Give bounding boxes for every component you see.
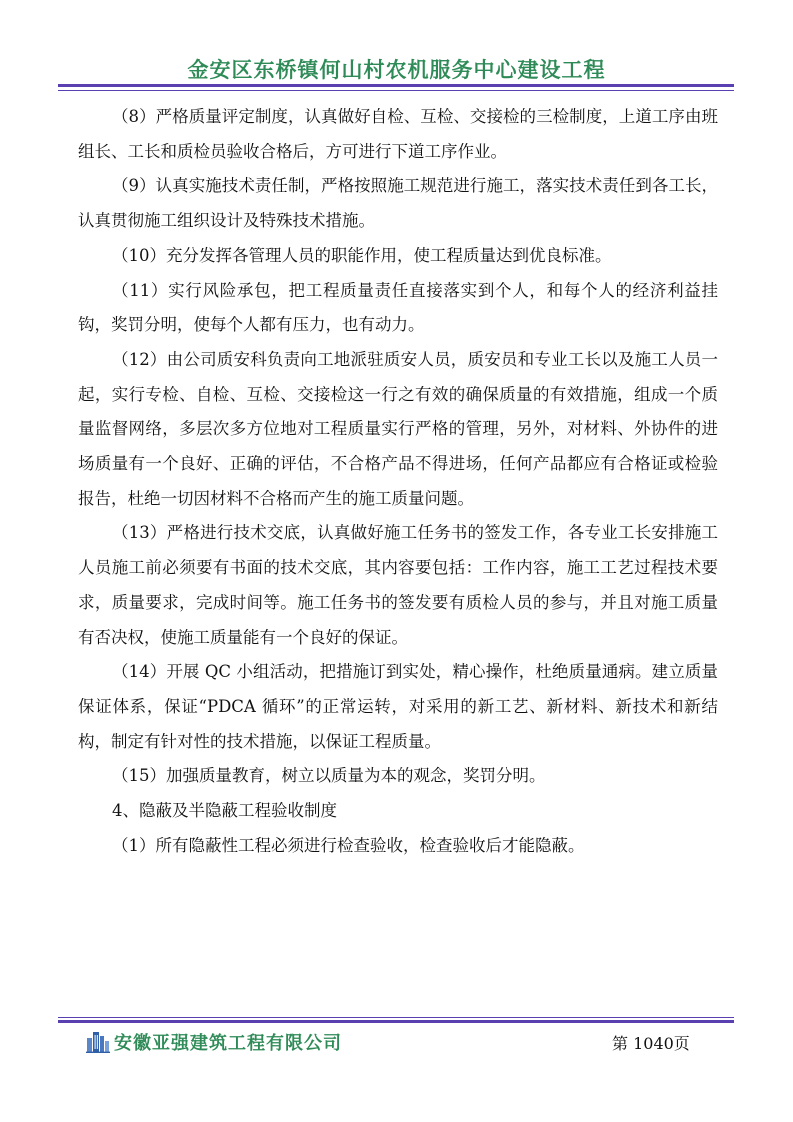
paragraph: （8）严格质量评定制度，认真做好自检、互检、交接检的三检制度，上道工序由班组长、工长和质检员验收合格后，方可进行下道工序作业。 xyxy=(78,107,718,161)
section-heading: 4、隐蔽及半隐蔽工程验收制度 xyxy=(112,801,337,821)
footer-company-name: 安徽亚强建筑工程有限公司 xyxy=(114,1033,342,1054)
paragraph: （15）加强质量教育，树立以质量为本的观念，奖罚分明。 xyxy=(112,766,546,786)
company-building-logo-icon xyxy=(86,1029,110,1053)
footer-rule-thick xyxy=(58,1020,734,1023)
paragraph: （14）开展 QC 小组活动，把措施订到实处，精心操作，杜绝质量通病。建立质量保证体系，保证“PDCA 循环”的正常运转，对采用的新工艺、新材料、新技术和新结构，制定有针对性的技术措施，以保证工程质量。 xyxy=(78,662,718,751)
document-body xyxy=(78,100,718,863)
header-rule-thin xyxy=(58,90,734,91)
paragraph: （11）实行风险承包，把工程质量责任直接落实到个人，和每个人的经济利益挂钩，奖罚分明，使每个人都有压力，也有动力。 xyxy=(78,280,718,335)
page-number: 第 1040页 xyxy=(612,1034,690,1053)
paragraph: （13）严格进行技术交底，认真做好施工任务书的签发工作，各专业工长安排施工人员施工前必须要有书面的技术交底，其内容要包括：工作内容，施工工艺过程技术要求，质量要求，完成时间等。施工任务书的签发要有质检人员的参与，并且对施工质量有否决权，使施工质量能有一个良好的保证。 xyxy=(78,523,718,647)
paragraph: （10）充分发挥各管理人员的职能作用，使工程质量达到优良标准。 xyxy=(112,245,612,265)
footer-rule-thin xyxy=(58,1017,734,1018)
paragraph: （9）认真实施技术责任制，严格按照施工规范进行施工，落实技术责任到各工长，认真贯彻施工组织设计及特殊技术措施。 xyxy=(78,176,718,231)
document-header-title: 金安区东桥镇何山村农机服务中心建设工程 xyxy=(187,58,606,82)
paragraph: （1）所有隐蔽性工程必须进行检查验收，检查验收后才能隐蔽。 xyxy=(112,835,585,855)
paragraph: （12）由公司质安科负责向工地派驻质安人员，质安员和专业工长以及施工人员一起，实行专检、自检、互检、交接检这一行之有效的确保质量的有效措施，组成一个质量监督网络，多层次多方位地对工程质量实行严格的管理，另外，对材料、外协件的进场质量有一个良好、正确的评估，不合格产品不得进场，任何产品都应有合格证或检验报告，杜绝一切因材料不合格而产生的施工质量问题。 xyxy=(78,349,718,508)
header-rule-thick xyxy=(58,84,734,87)
